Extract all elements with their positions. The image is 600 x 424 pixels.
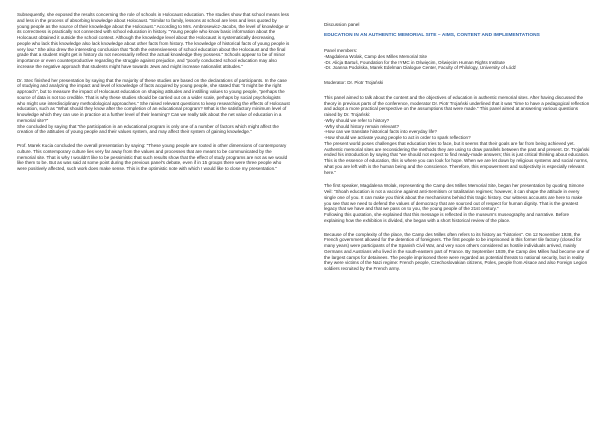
right-paragraph-3: Because of the complexity of the place, the Camp des Milles often refers to its history as "histories". On 12 November 1938, the French government allowed for the detention of foreigners. The first people to be imprisoned in this former tile factory (closed for many years) were participants of the Spanish Civil War, and very soon others considered as hostile individuals arrived, mainly Germans and Austrians who lived in the south-eastern part of France. By September 1939, the Camp des Milles had become one of the largest camps for detainees. The people imprisoned there were regarded as potential threats to national security, but in reality they were victims of the Nazi regime: French people, Czechoslovakian citizens, Poles, people from Alsace and also Foreign Legion soldiers recruited by the French army. — [324, 231, 590, 271]
right-paragraph-2: The first speaker, Magdalena Wolak, representing the Camp des Milles Memorial Site, began her presentation by quoting Simone Veil: "Shoah education is not a vaccine against anti-Semitism or totalitarian regimes; however, it can shape the attitude in every single one of you. It can make you think about the mechanisms behind this tragic history. Our witness accounts are here to make you see that we need to defend the values of democracy that are sourced out of respect for human dignity. That is the greatest legacy that we have and that we pass on to you, the young people of the 21st century." Following this quotation, she explained that this message is reflected in the museum's museography and narrative. Before explaining how the exhibition is divided, she began with a short historical review of the place. — [324, 183, 584, 223]
section-title: EDUCATION IN AN AUTHENTIC MEMORIAL SITE – AIMS, CONTENT AND IMPLEMENTATIONS — [324, 33, 540, 38]
panel-members: Panel members: -Magdalena Wolak, Camp des Milles Memorial Site -Dr. Alicja Bartuś, Foundation for the IYMC in Oświęcim, Oświęcim Human Rights Institute -Dr. Joanna Podolska, Marek Edelman Dialogue Center, Faculty of Philology, University of Łódź — [324, 48, 516, 71]
right-page — [300, 0, 600, 424]
left-paragraph-2: Dr. Stec finished her presentation by saying that the majority of these studies are based on the declarations of participants. In the case of studying and analyzing the impact and level of knowledge of facts acquired by young people, she stated that "it might be the right approach", but to measure the impact of Holocaust education on shaping attitudes and instilling values to young people, "perhaps the source of data is not too credible. That is why these studies should be carried out on a wider scale, perhaps by social psychologists who might use interdisciplinary methodological approaches." She raised relevant questions to keep researching the effects of Holocaust education, such as "What should they know after the completion of an educational program? What is the satisfactory minimum level of knowledge which they can use in practice at a further level of their learning? Can we really talk about the net value of education in a memorial site?" She concluded by saying that "the participation in an educational program is only one of a number of factors which might affect the creation of the attitudes of young people and their values system, and may affect their system of gaining knowledge." — [17, 77, 290, 135]
left-paragraph-3: Prof. Marek Kucia concluded the overall presentation by saying: "These young people are rooted in other dimensions of contemporary culture. This contemporary culture lies very far away from the values and processes that are meant to be communicated by the memorial site. That is why I wouldn't like to be pessimistic that such results show that the effect of study programs are not as we would like them to be. But as was said at some point during the previous panel's debate, even if in 15 groups there were three people who were positively affected, such work does make sense. This is the optimistic note with which I would like to close my presentation." — [17, 143, 288, 171]
left-paragraph-1: Subsequently, she exposed the results concerning the role of schools in Holocaust education. The studies show that school means less and less in the process of absorbing knowledge about Holocaust. "Similar to family, lessons at school are less and less quoted by young people as the source of their knowledge about the Holocaust." According to Mrs. Ambrosewicz-Jacobs, the level of knowledge or its correctness is practically not connected with school education in history. "Young people who know basic information about the Holocaust obtained it outside the school context. Although the knowledge level about the Holocaust is systematically decreasing, people who lack this knowledge also lack knowledge about other facts from history. The knowledge of historical facts of young people is very low." She also drew the interesting conclusion that "both the extensiveness of school education about the Holocaust and the final grade that a student might get in history do not necessarily reflect the actual knowledge they possess." Schools appear to be of minor importance or even counterproductive regarding the struggle against prejudice, and "poorly conducted school education may also increase the negative approach that students might have towards Jews and might increase nationalist attitudes." — [17, 12, 290, 69]
right-paragraph-1: This panel aimed to talk about the content and the objectives of education in authentic memorial sites. After having discussed the theory in previous parts of the conference, moderator Dr. Piotr Trojański underlined that it was "time to have a pedagogical reflection and adopt a more practical perspective on the assumptions that were made." This panel aimed at answering various questions raised by Dr. Trojański: -Why should we refer to history? -Why should history remain relevant? -How can we translate historical facts into everyday life? -How should we activate young people to act in order to spark reflection? The present world poses challenges that education tries to face, but it seems that their goals are far from being achieved yet. Authentic memorial sites are reconsidering the methods they are using to draw parallels between the past and present. Dr. Trojański ended his introduction by saying that "we should not expect to find ready-made answers; this is just critical thinking about education. This is the essence of education, this is where you can look for hope. When we are let down by religious systems and social norms, what you are left with is the human being and the conscience. Therefore, this empowerment and subjectivity is especially relevant here." — [324, 94, 590, 175]
moderator-line: Moderator: Dr. Piotr Trojański — [324, 80, 384, 85]
section-label: Discussion panel — [324, 22, 360, 27]
